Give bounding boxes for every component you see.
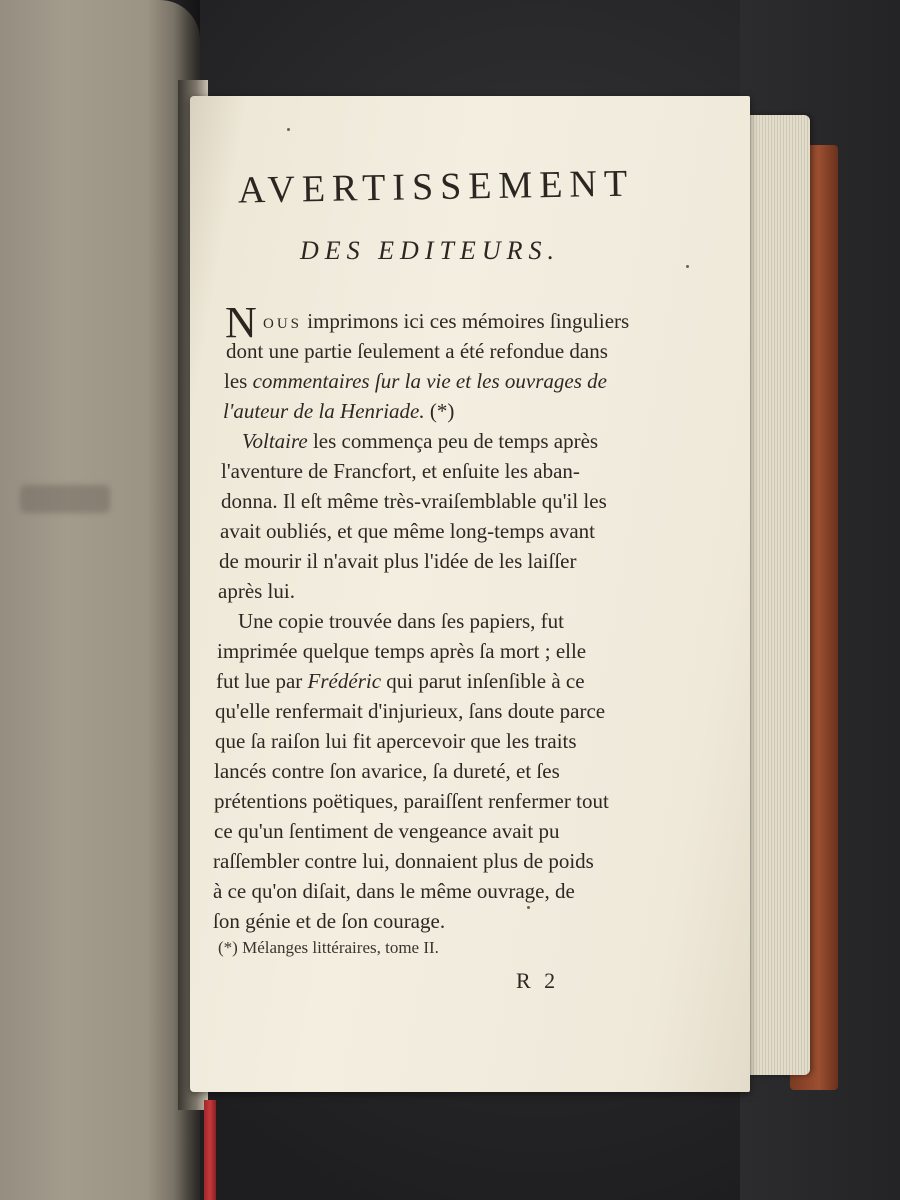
text-line: [224, 369, 607, 394]
signature-mark: R 2: [516, 968, 560, 993]
paper-speck: [686, 265, 689, 268]
text-line: que ſa raiſon lui fit apercevoir que les traits: [215, 729, 577, 753]
text-line: de mourir il n'avait plus l'idée de les laiſſer: [219, 549, 577, 573]
text-line: Une copie trouvée dans ſes papiers, fut: [238, 609, 564, 633]
page-edges: [748, 115, 810, 1075]
bookmark-ribbon: [204, 1100, 216, 1200]
smallcaps-word: OUS: [263, 316, 303, 332]
text-line: qu'elle renfermait d'injurieux, ſans doute parce: [215, 699, 606, 723]
drop-cap: N: [225, 298, 257, 347]
text-line: lancés contre ſon avarice, ſa dureté, et ſes: [214, 759, 560, 783]
footnote: (*) Mélanges littéraires, tome II.: [218, 938, 439, 957]
text-segment: les commença peu de temps après: [307, 429, 599, 453]
left-page-blurred-text: [20, 485, 110, 513]
italic-segment: l'auteur de la Henriade.: [223, 399, 425, 423]
text-segment: fut lue par: [216, 669, 308, 693]
paper-speck: [287, 128, 290, 131]
text-segment: les: [224, 369, 253, 393]
text-line: [242, 429, 598, 454]
text-segment: qui parut inſenſible à ce: [381, 669, 585, 693]
text-line: donna. Il eſt même très-vraiſemblable qu'il les: [221, 489, 607, 513]
italic-segment: Frédéric: [307, 669, 382, 693]
text-line: à ce qu'on diſait, dans le même ouvrage, de: [213, 879, 575, 903]
text-line: [263, 309, 629, 334]
text-line: raſſembler contre lui, donnaient plus de poids: [213, 849, 594, 873]
text-line: avait oubliés, et que même long-temps avant: [220, 519, 595, 543]
text-line: prétentions poëtiques, paraiſſent renfermer tout: [214, 789, 609, 813]
text-line: dont une partie ſeulement a été refondue dans: [226, 339, 608, 363]
text-line: imprimée quelque temps après ſa mort ; elle: [217, 639, 587, 663]
text-line: [216, 669, 585, 694]
italic-segment: Voltaire: [242, 429, 308, 453]
left-page: [0, 0, 200, 1200]
text-line: ce qu'un ſentiment de vengeance avait pu: [214, 819, 560, 843]
page-title: AVERTISSEMENT: [237, 162, 635, 212]
page-subtitle: DES EDITEURS.: [300, 236, 560, 265]
text-line: [223, 399, 454, 424]
paper-speck: [527, 906, 530, 909]
text-line: l'aventure de Francfort, et enſuite les aban-: [221, 459, 580, 483]
text-segment: (*): [424, 399, 455, 423]
text-line: ſon génie et de ſon courage.: [213, 909, 446, 933]
italic-segment: commentaires ſur la vie et les ouvrages de: [252, 369, 607, 393]
text-line: après lui.: [218, 579, 295, 603]
text-segment: imprimons ici ces mémoires ſinguliers: [302, 309, 630, 333]
